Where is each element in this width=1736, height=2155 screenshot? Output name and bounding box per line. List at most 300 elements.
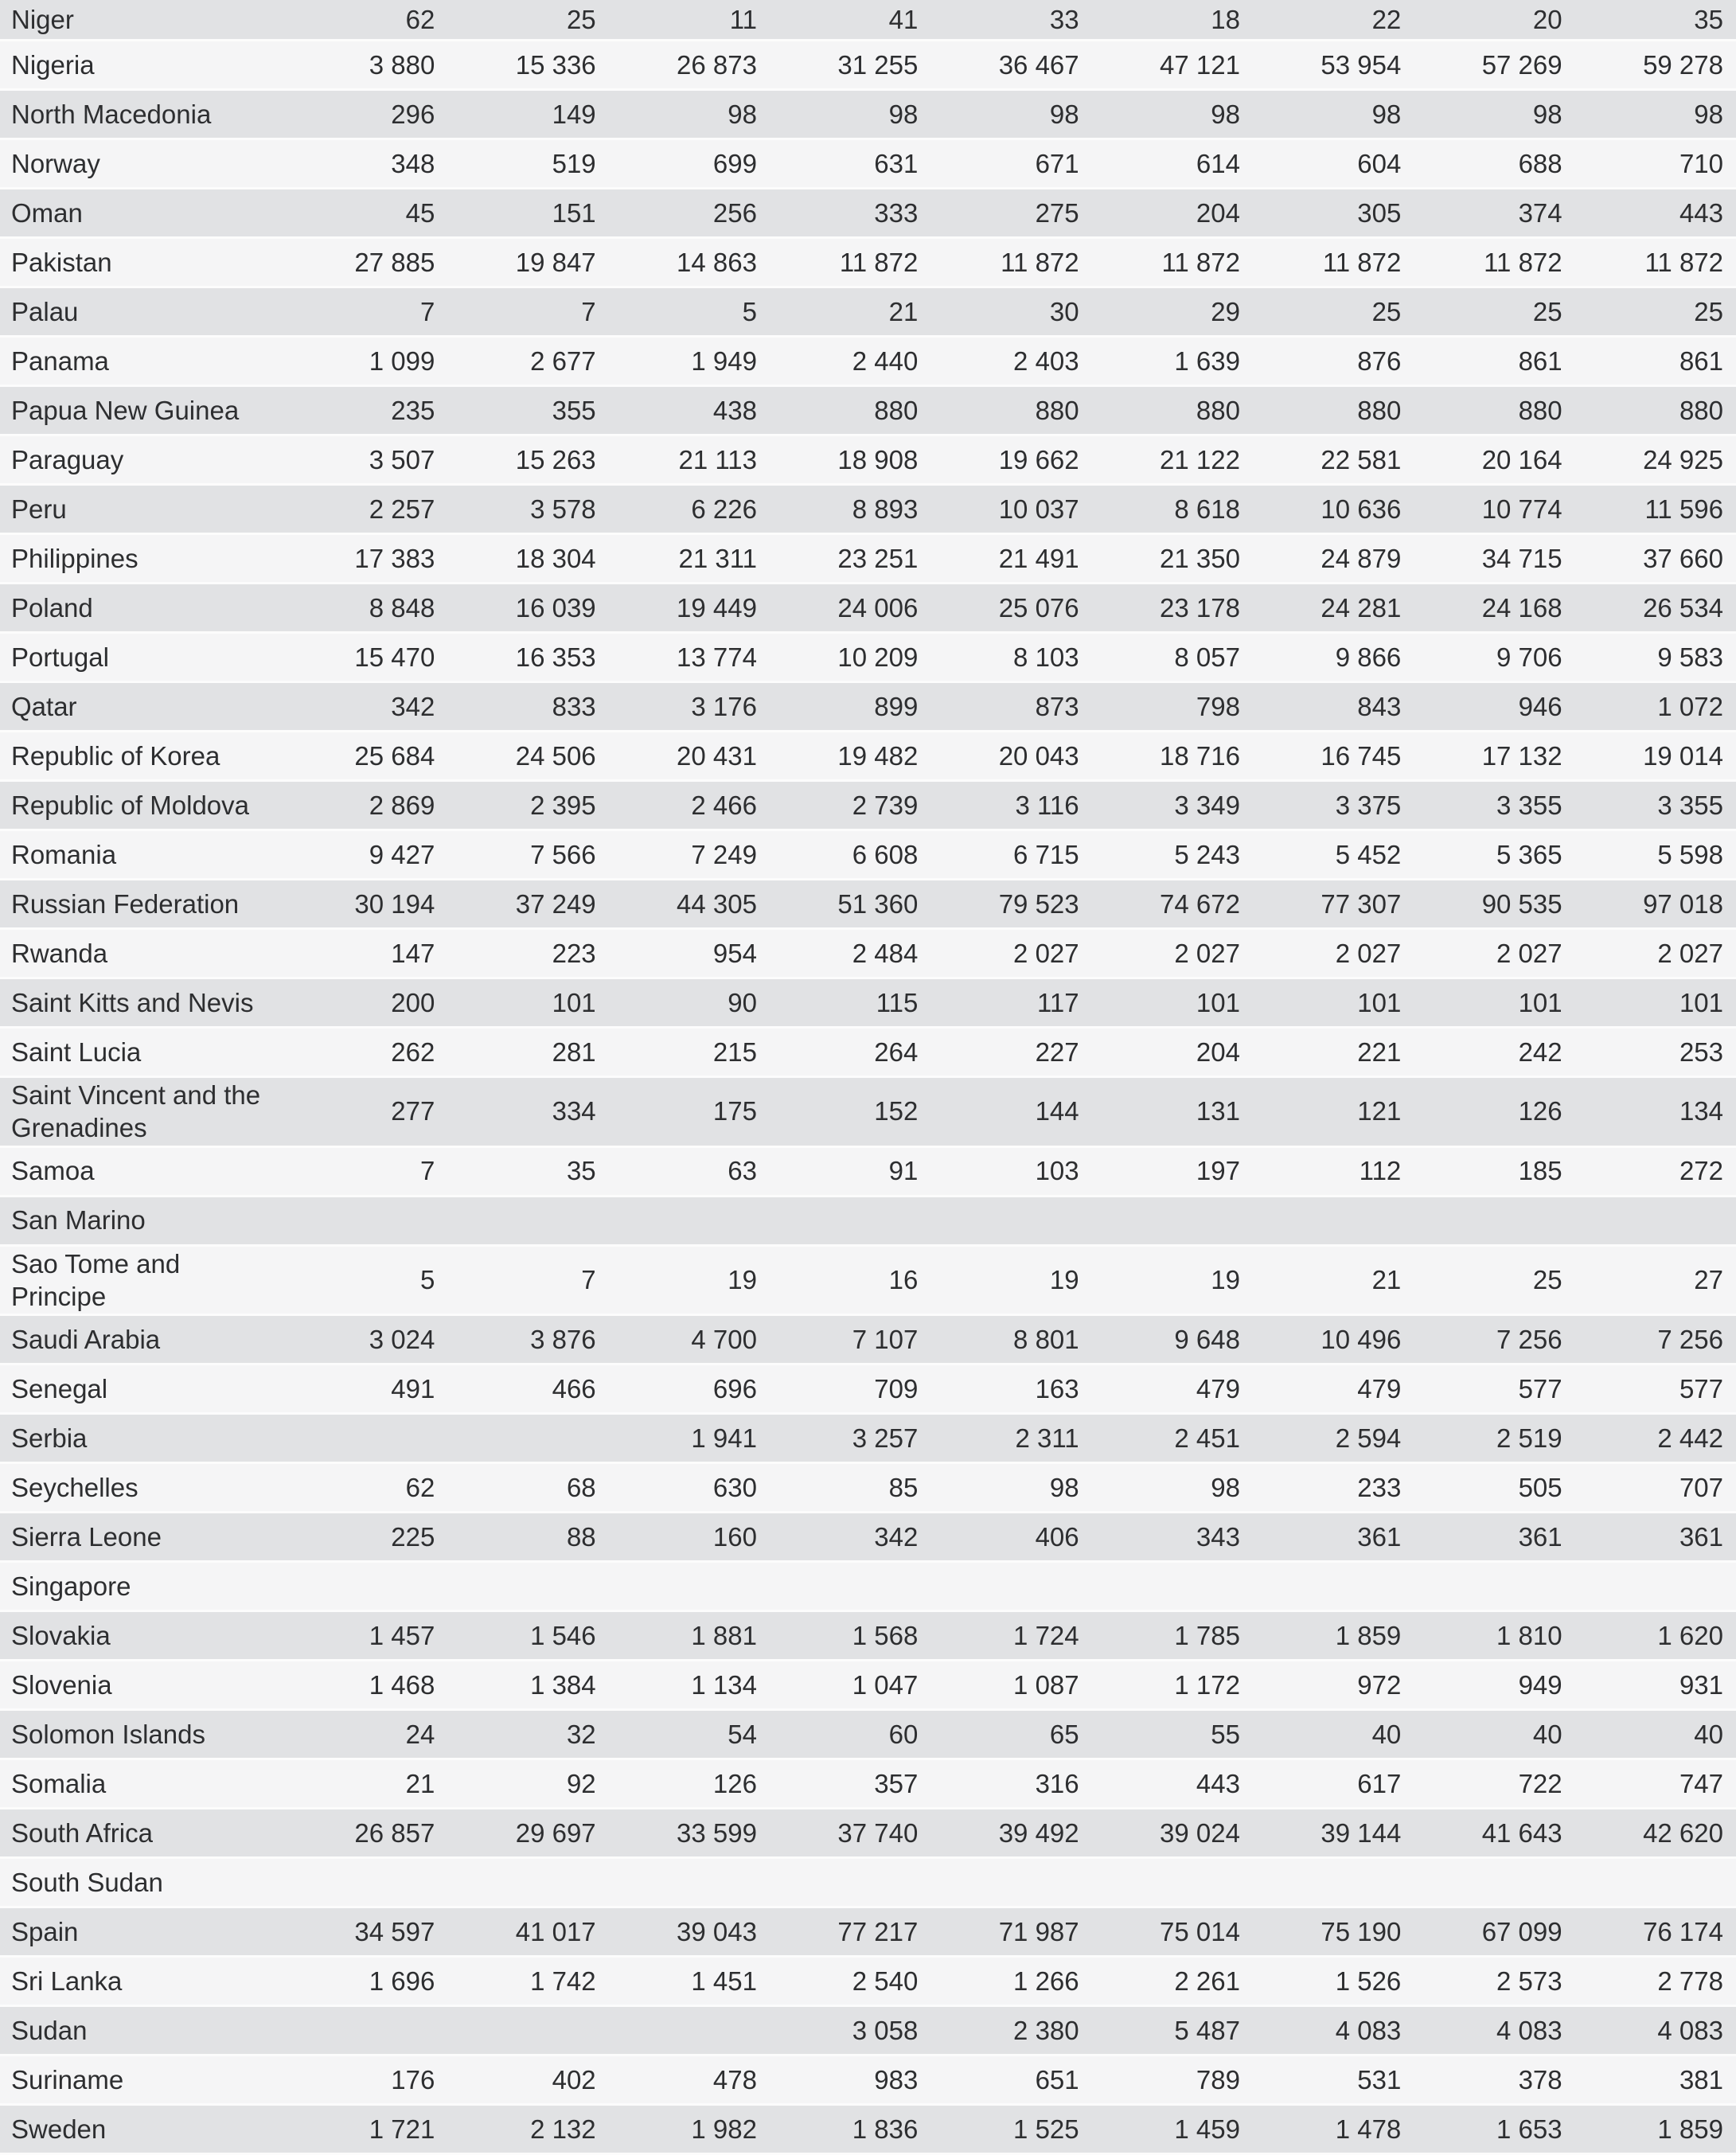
value-cell: 272	[1575, 1146, 1736, 1196]
value-cell: 8 618	[1092, 485, 1253, 534]
value-cell: 1 526	[1253, 1957, 1414, 2006]
country-name-cell: Papua New Guinea	[0, 386, 287, 435]
value-cell: 478	[609, 2055, 770, 2105]
value-cell: 2 442	[1575, 1414, 1736, 1463]
value-cell: 41	[770, 0, 930, 41]
value-cell: 880	[770, 386, 930, 435]
table-row	[0, 1809, 1736, 1858]
value-cell: 37 249	[447, 880, 608, 929]
value-cell: 8 893	[770, 485, 930, 534]
value-cell: 24 506	[447, 732, 608, 781]
value-cell: 1 620	[1575, 1611, 1736, 1661]
value-cell: 11 872	[1575, 238, 1736, 287]
value-cell: 4 083	[1253, 2006, 1414, 2055]
value-cell	[609, 1196, 770, 1245]
value-cell	[1253, 1858, 1414, 1907]
country-name-cell: South Sudan	[0, 1858, 287, 1907]
country-name-cell: Saint Kitts and Nevis	[0, 978, 287, 1028]
value-cell: 7 256	[1575, 1315, 1736, 1364]
value-cell: 11 872	[770, 238, 930, 287]
value-cell: 8 848	[287, 584, 447, 633]
value-cell	[287, 1196, 447, 1245]
value-cell	[1253, 1562, 1414, 1611]
value-cell: 1 653	[1414, 2105, 1574, 2154]
value-cell	[287, 1858, 447, 1907]
value-cell: 149	[447, 90, 608, 139]
value-cell: 7	[447, 287, 608, 337]
value-cell	[609, 1858, 770, 1907]
table-row	[0, 732, 1736, 781]
value-cell: 40	[1414, 1710, 1574, 1759]
value-cell: 305	[1253, 189, 1414, 238]
value-cell	[770, 1858, 930, 1907]
value-cell: 18	[1092, 0, 1253, 41]
value-cell: 91	[770, 1146, 930, 1196]
value-cell: 9 706	[1414, 633, 1574, 682]
value-cell	[930, 1196, 1091, 1245]
value-cell: 98	[1414, 90, 1574, 139]
value-cell: 152	[770, 1077, 930, 1147]
value-cell: 19 662	[930, 435, 1091, 485]
value-cell: 233	[1253, 1463, 1414, 1513]
value-cell: 361	[1575, 1513, 1736, 1562]
value-cell: 709	[770, 1364, 930, 1414]
value-cell: 264	[770, 1028, 930, 1077]
value-cell	[930, 1858, 1091, 1907]
value-cell: 333	[770, 189, 930, 238]
value-cell: 223	[447, 929, 608, 978]
value-cell: 876	[1253, 337, 1414, 386]
value-cell: 32	[447, 1710, 608, 1759]
value-cell: 946	[1414, 682, 1574, 732]
value-cell	[447, 1414, 608, 1463]
value-cell: 67 099	[1414, 1907, 1574, 1957]
country-name-cell: Nigeria	[0, 41, 287, 90]
value-cell: 21 491	[930, 534, 1091, 584]
value-cell: 6 715	[930, 830, 1091, 880]
value-cell: 880	[930, 386, 1091, 435]
value-cell: 19	[609, 1245, 770, 1315]
value-cell: 204	[1092, 1028, 1253, 1077]
country-name-cell: South Africa	[0, 1809, 287, 1858]
table-row	[0, 1759, 1736, 1809]
value-cell: 41 643	[1414, 1809, 1574, 1858]
value-cell: 631	[770, 139, 930, 189]
table-row	[0, 386, 1736, 435]
value-cell: 30	[930, 287, 1091, 337]
value-cell: 11 872	[1414, 238, 1574, 287]
value-cell: 13 774	[609, 633, 770, 682]
value-cell: 79 523	[930, 880, 1091, 929]
value-cell: 1 478	[1253, 2105, 1414, 2154]
value-cell: 19 014	[1575, 732, 1736, 781]
value-cell: 2 395	[447, 781, 608, 830]
table-row	[0, 2105, 1736, 2154]
value-cell: 833	[447, 682, 608, 732]
value-cell: 163	[930, 1364, 1091, 1414]
value-cell: 880	[1575, 386, 1736, 435]
value-cell: 519	[447, 139, 608, 189]
value-cell: 20	[1414, 0, 1574, 41]
value-cell: 2 027	[1253, 929, 1414, 978]
value-cell: 92	[447, 1759, 608, 1809]
value-cell: 2 869	[287, 781, 447, 830]
value-cell	[1092, 1562, 1253, 1611]
value-cell: 131	[1092, 1077, 1253, 1147]
value-cell: 861	[1414, 337, 1574, 386]
value-cell: 21	[770, 287, 930, 337]
value-cell: 1 172	[1092, 1661, 1253, 1710]
value-cell: 505	[1414, 1463, 1574, 1513]
value-cell: 2 778	[1575, 1957, 1736, 2006]
value-cell: 25	[447, 0, 608, 41]
value-cell: 7 249	[609, 830, 770, 880]
value-cell: 15 336	[447, 41, 608, 90]
value-cell: 23 178	[1092, 584, 1253, 633]
country-name-cell: Solomon Islands	[0, 1710, 287, 1759]
value-cell: 51 360	[770, 880, 930, 929]
value-cell: 151	[447, 189, 608, 238]
value-cell: 126	[1414, 1077, 1574, 1147]
value-cell: 71 987	[930, 1907, 1091, 1957]
value-cell: 296	[287, 90, 447, 139]
table-row	[0, 2006, 1736, 2055]
value-cell: 98	[1092, 90, 1253, 139]
value-cell: 880	[1253, 386, 1414, 435]
value-cell: 406	[930, 1513, 1091, 1562]
value-cell: 7 256	[1414, 1315, 1574, 1364]
table-row	[0, 781, 1736, 830]
value-cell	[770, 1562, 930, 1611]
value-cell: 3 024	[287, 1315, 447, 1364]
country-name-cell: Philippines	[0, 534, 287, 584]
table-row	[0, 41, 1736, 90]
value-cell: 1 881	[609, 1611, 770, 1661]
value-cell: 25	[1414, 1245, 1574, 1315]
value-cell: 789	[1092, 2055, 1253, 2105]
value-cell: 74 672	[1092, 880, 1253, 929]
table-row	[0, 1196, 1736, 1245]
value-cell: 3 375	[1253, 781, 1414, 830]
table-row	[0, 1146, 1736, 1196]
value-cell	[1414, 1196, 1574, 1245]
table-row	[0, 1957, 1736, 2006]
value-cell	[447, 1562, 608, 1611]
value-cell: 11 872	[930, 238, 1091, 287]
value-cell: 262	[287, 1028, 447, 1077]
value-cell: 747	[1575, 1759, 1736, 1809]
value-cell: 5 365	[1414, 830, 1574, 880]
value-cell: 21	[1253, 1245, 1414, 1315]
value-cell: 479	[1092, 1364, 1253, 1414]
value-cell: 342	[770, 1513, 930, 1562]
value-cell: 40	[1253, 1710, 1414, 1759]
value-cell: 1 982	[609, 2105, 770, 2154]
table-row	[0, 1245, 1736, 1315]
country-name-cell: Peru	[0, 485, 287, 534]
table-row	[0, 337, 1736, 386]
value-cell: 10 037	[930, 485, 1091, 534]
value-cell: 1 859	[1575, 2105, 1736, 2154]
country-name-cell: San Marino	[0, 1196, 287, 1245]
table-row	[0, 534, 1736, 584]
value-cell: 77 307	[1253, 880, 1414, 929]
value-cell: 710	[1575, 139, 1736, 189]
value-cell: 134	[1575, 1077, 1736, 1147]
value-cell: 1 099	[287, 337, 447, 386]
value-cell: 873	[930, 682, 1091, 732]
value-cell: 11 872	[1092, 238, 1253, 287]
value-cell: 10 209	[770, 633, 930, 682]
table-row	[0, 485, 1736, 534]
value-cell: 3 880	[287, 41, 447, 90]
value-cell: 31 255	[770, 41, 930, 90]
value-cell	[287, 2006, 447, 2055]
value-cell: 949	[1414, 1661, 1574, 1710]
value-cell: 242	[1414, 1028, 1574, 1077]
value-cell: 11	[609, 0, 770, 41]
table-row	[0, 682, 1736, 732]
value-cell: 54	[609, 1710, 770, 1759]
value-cell: 39 043	[609, 1907, 770, 1957]
value-cell: 361	[1414, 1513, 1574, 1562]
value-cell: 40	[1575, 1710, 1736, 1759]
value-cell: 204	[1092, 189, 1253, 238]
value-cell: 357	[770, 1759, 930, 1809]
value-cell: 1 457	[287, 1611, 447, 1661]
value-cell: 55	[1092, 1710, 1253, 1759]
country-name-cell: Romania	[0, 830, 287, 880]
value-cell: 2 380	[930, 2006, 1091, 2055]
value-cell: 90	[609, 978, 770, 1028]
value-cell: 671	[930, 139, 1091, 189]
value-cell: 85	[770, 1463, 930, 1513]
value-cell: 843	[1253, 682, 1414, 732]
value-cell: 101	[1414, 978, 1574, 1028]
value-cell: 25	[1253, 287, 1414, 337]
value-cell: 5	[287, 1245, 447, 1315]
value-cell: 334	[447, 1077, 608, 1147]
table-row	[0, 189, 1736, 238]
table-row	[0, 929, 1736, 978]
value-cell: 19 482	[770, 732, 930, 781]
value-cell: 41 017	[447, 1907, 608, 1957]
value-cell: 1 785	[1092, 1611, 1253, 1661]
value-cell: 707	[1575, 1463, 1736, 1513]
value-cell: 604	[1253, 139, 1414, 189]
value-cell: 75 014	[1092, 1907, 1253, 1957]
value-cell: 22	[1253, 0, 1414, 41]
country-name-cell: Suriname	[0, 2055, 287, 2105]
value-cell: 37 740	[770, 1809, 930, 1858]
country-name-cell: Rwanda	[0, 929, 287, 978]
value-cell	[609, 1562, 770, 1611]
value-cell: 651	[930, 2055, 1091, 2105]
country-name-cell: Sudan	[0, 2006, 287, 2055]
value-cell	[770, 1196, 930, 1245]
value-cell: 2 677	[447, 337, 608, 386]
value-cell: 10 774	[1414, 485, 1574, 534]
value-cell: 3 176	[609, 682, 770, 732]
value-cell: 101	[1092, 978, 1253, 1028]
value-cell: 614	[1092, 139, 1253, 189]
value-cell: 98	[770, 90, 930, 139]
value-cell: 9 427	[287, 830, 447, 880]
value-cell: 90 535	[1414, 880, 1574, 929]
value-cell: 24 879	[1253, 534, 1414, 584]
country-name-cell: Pakistan	[0, 238, 287, 287]
value-cell	[447, 1196, 608, 1245]
value-cell: 16	[770, 1245, 930, 1315]
country-name-cell: Slovakia	[0, 1611, 287, 1661]
value-cell: 443	[1575, 189, 1736, 238]
value-cell: 10 496	[1253, 1315, 1414, 1364]
country-name-cell: Senegal	[0, 1364, 287, 1414]
table-row	[0, 1611, 1736, 1661]
value-cell: 29 697	[447, 1809, 608, 1858]
value-cell: 277	[287, 1077, 447, 1147]
value-cell: 7 566	[447, 830, 608, 880]
value-cell: 29	[1092, 287, 1253, 337]
value-cell: 235	[287, 386, 447, 435]
value-cell: 688	[1414, 139, 1574, 189]
table-row	[0, 1463, 1736, 1513]
value-cell: 62	[287, 1463, 447, 1513]
value-cell: 101	[1575, 978, 1736, 1028]
value-cell: 17 132	[1414, 732, 1574, 781]
value-cell: 65	[930, 1710, 1091, 1759]
value-cell: 7	[287, 287, 447, 337]
value-cell: 491	[287, 1364, 447, 1414]
value-cell: 253	[1575, 1028, 1736, 1077]
value-cell: 861	[1575, 337, 1736, 386]
value-cell: 275	[930, 189, 1091, 238]
value-cell: 20 431	[609, 732, 770, 781]
table-row	[0, 830, 1736, 880]
value-cell: 2 311	[930, 1414, 1091, 1463]
value-cell: 5 452	[1253, 830, 1414, 880]
value-cell: 3 349	[1092, 781, 1253, 830]
value-cell: 98	[1575, 90, 1736, 139]
table-row	[0, 1028, 1736, 1077]
value-cell: 577	[1414, 1364, 1574, 1414]
value-cell: 2 440	[770, 337, 930, 386]
value-cell: 1 696	[287, 1957, 447, 2006]
value-cell: 438	[609, 386, 770, 435]
country-name-cell: Sweden	[0, 2105, 287, 2154]
value-cell: 281	[447, 1028, 608, 1077]
value-cell: 15 470	[287, 633, 447, 682]
value-cell: 98	[1092, 1463, 1253, 1513]
value-cell: 25	[1575, 287, 1736, 337]
value-cell: 115	[770, 978, 930, 1028]
value-cell: 26 534	[1575, 584, 1736, 633]
country-name-cell: Republic of Korea	[0, 732, 287, 781]
table-row	[0, 0, 1736, 41]
value-cell	[287, 1414, 447, 1463]
value-cell: 1 072	[1575, 682, 1736, 732]
value-cell	[447, 2006, 608, 2055]
value-cell: 44 305	[609, 880, 770, 929]
value-cell: 2 540	[770, 1957, 930, 2006]
country-name-cell: Sri Lanka	[0, 1957, 287, 2006]
value-cell	[930, 1562, 1091, 1611]
table-row	[0, 584, 1736, 633]
value-cell: 19 449	[609, 584, 770, 633]
table-row	[0, 1562, 1736, 1611]
country-name-cell: Norway	[0, 139, 287, 189]
value-cell: 27 885	[287, 238, 447, 287]
country-name-cell: Palau	[0, 287, 287, 337]
country-name-cell: Singapore	[0, 1562, 287, 1611]
value-cell: 39 024	[1092, 1809, 1253, 1858]
value-cell: 5 487	[1092, 2006, 1253, 2055]
value-cell: 2 484	[770, 929, 930, 978]
country-name-cell: North Macedonia	[0, 90, 287, 139]
value-cell: 62	[287, 0, 447, 41]
value-cell: 27	[1575, 1245, 1736, 1315]
value-cell	[287, 1562, 447, 1611]
table-row	[0, 1907, 1736, 1957]
value-cell: 954	[609, 929, 770, 978]
value-cell: 221	[1253, 1028, 1414, 1077]
value-cell: 6 226	[609, 485, 770, 534]
table-row	[0, 1858, 1736, 1907]
country-name-cell: Seychelles	[0, 1463, 287, 1513]
value-cell: 11 596	[1575, 485, 1736, 534]
value-cell: 2 573	[1414, 1957, 1574, 2006]
value-cell: 2 519	[1414, 1414, 1574, 1463]
value-cell: 1 859	[1253, 1611, 1414, 1661]
value-cell: 8 057	[1092, 633, 1253, 682]
value-cell: 33	[930, 0, 1091, 41]
country-name-cell: Panama	[0, 337, 287, 386]
table-row	[0, 1364, 1736, 1414]
value-cell: 2 403	[930, 337, 1091, 386]
value-cell: 1 459	[1092, 2105, 1253, 2154]
value-cell: 25 076	[930, 584, 1091, 633]
value-cell: 3 355	[1414, 781, 1574, 830]
value-cell: 443	[1092, 1759, 1253, 1809]
value-cell: 2 027	[1414, 929, 1574, 978]
value-cell: 24 281	[1253, 584, 1414, 633]
value-cell: 15 263	[447, 435, 608, 485]
value-cell: 68	[447, 1463, 608, 1513]
value-cell: 1 724	[930, 1611, 1091, 1661]
country-name-cell: Sierra Leone	[0, 1513, 287, 1562]
value-cell: 4 083	[1414, 2006, 1574, 2055]
value-cell: 98	[609, 90, 770, 139]
value-cell: 361	[1253, 1513, 1414, 1562]
value-cell: 531	[1253, 2055, 1414, 2105]
value-cell: 25	[1414, 287, 1574, 337]
country-name-cell: Serbia	[0, 1414, 287, 1463]
country-name-cell: Paraguay	[0, 435, 287, 485]
value-cell: 63	[609, 1146, 770, 1196]
value-cell: 880	[1092, 386, 1253, 435]
value-cell	[1092, 1858, 1253, 1907]
value-cell: 931	[1575, 1661, 1736, 1710]
value-cell: 17 383	[287, 534, 447, 584]
value-cell: 479	[1253, 1364, 1414, 1414]
value-cell: 39 492	[930, 1809, 1091, 1858]
value-cell: 1 810	[1414, 1611, 1574, 1661]
value-cell: 35	[1575, 0, 1736, 41]
value-cell: 144	[930, 1077, 1091, 1147]
value-cell: 2 594	[1253, 1414, 1414, 1463]
table-row	[0, 1414, 1736, 1463]
value-cell: 42 620	[1575, 1809, 1736, 1858]
